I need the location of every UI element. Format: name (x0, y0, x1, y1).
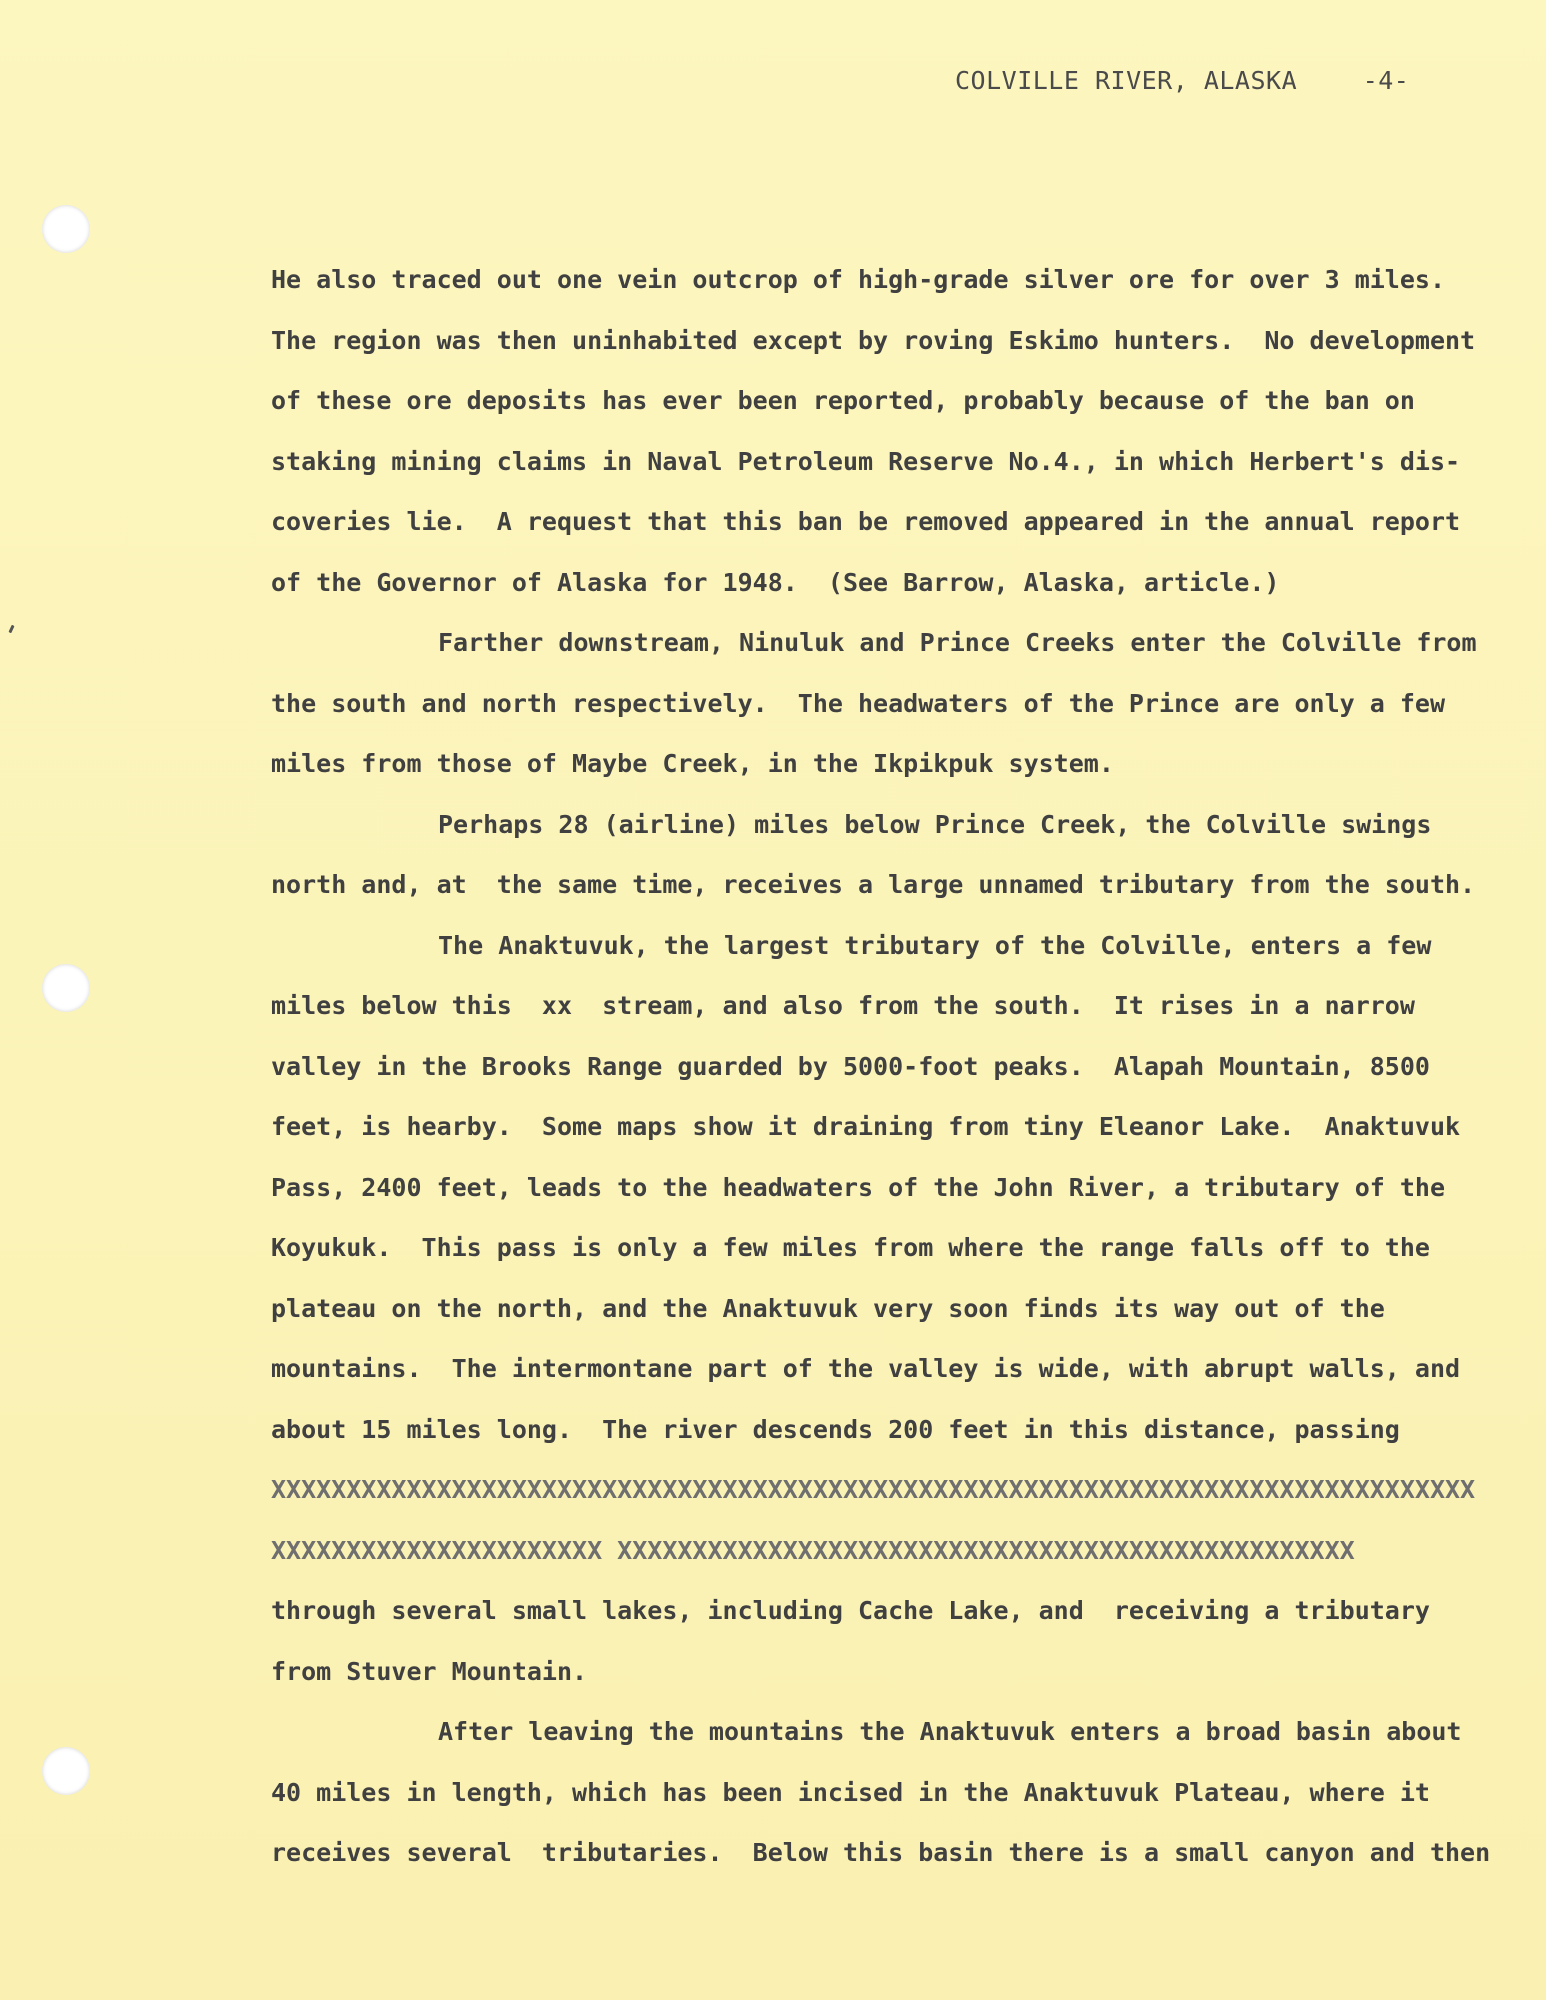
text-line: Koyukuk. This pass is only a few miles from where the range falls off to the (271, 1233, 1430, 1262)
struck-text-line: XXXXXXXXXXXXXXXXXXXXXX XXXXXXXXXXXXXXXXXXXXXXXXXXXXXXXXXXXXXXXXXXXXXXXXX (271, 1535, 1355, 1565)
text-line: from Stuver Mountain. (271, 1656, 588, 1686)
text-line: staking mining claims in Naval Petroleum Reserve No.4., in which Herbert's dis- (271, 446, 1461, 476)
text-line: valley in the Brooks Range guarded by 5000-foot peaks. Alapah Mountain, 8500 (271, 1051, 1430, 1081)
text-line: feet, is hearby. Some maps show it draining from tiny Eleanor Lake. Anaktuvuk (271, 1112, 1461, 1141)
header-title: COLVILLE RIVER, ALASKA (955, 66, 1298, 95)
text-line: the south and north respectively. The headwaters of the Prince are only a few (271, 688, 1445, 718)
text-line: The region was then uninhabited except by roving Eskimo hunters. No development (271, 325, 1476, 355)
text-line: miles from those of Maybe Creek, in the Ikpikpuk system. (271, 749, 1114, 778)
text-line: of these ore deposits has ever been reported, probably because of the ban on (271, 386, 1415, 415)
text-line: coveries lie. A request that this ban be removed appeared in the annual report (271, 507, 1461, 536)
text-line: The Anaktuvuk, the largest tributary of the Colville, enters a few (438, 930, 1432, 960)
page-number: -4- (1362, 66, 1410, 95)
text-line: through several small lakes, including Cache Lake, and receiving a tributary (271, 1596, 1430, 1625)
text-line: mountains. The intermontane part of the valley is wide, with abrupt walls, and (271, 1354, 1461, 1383)
punch-hole (42, 205, 90, 253)
text-line: plateau on the north, and the Anaktuvuk very soon finds its way out of the (271, 1293, 1385, 1323)
text-line: He also traced out one vein outcrop of high-grade silver ore for over 3 miles. (271, 265, 1445, 294)
text-line: Pass, 2400 feet, leads to the headwaters of the John River, a tributary of the (271, 1172, 1445, 1202)
punch-hole (42, 964, 90, 1012)
text-line: After leaving the mountains the Anaktuvuk enters a broad basin about (438, 1717, 1462, 1746)
text-line: receives several tributaries. Below this basin there is a small canyon and then (271, 1838, 1491, 1867)
text-line: 40 miles in length, which has been incised in the Anaktuvuk Plateau, where it (271, 1777, 1430, 1807)
punch-hole (42, 1747, 90, 1795)
text-line: about 15 miles long. The river descends 200 feet in this distance, passing (271, 1414, 1400, 1444)
text-line: miles below this xx stream, and also from the south. It rises in a narrow (271, 991, 1415, 1020)
page-header (955, 66, 1409, 95)
text-line: of the Governor of Alaska for 1948. (See Barrow, Alaska, article.) (271, 567, 1280, 597)
margin-mark (8, 625, 14, 634)
body-text (271, 250, 1531, 1884)
text-line: Farther downstream, Ninuluk and Prince Creeks enter the Colville from (438, 628, 1477, 657)
text-line: Perhaps 28 (airline) miles below Prince Creek, the Colville swings (438, 809, 1432, 839)
text-line: north and, at the same time, receives a large unnamed tributary from the south. (271, 870, 1476, 899)
struck-text-line: XXXXXXXXXXXXXXXXXXXXXXXXXXXXXXXXXXXXXXXXXXXXXXXXXXXXXXXXXXXXXXXXXXXXXXXXXXXXXXXX (271, 1475, 1476, 1504)
